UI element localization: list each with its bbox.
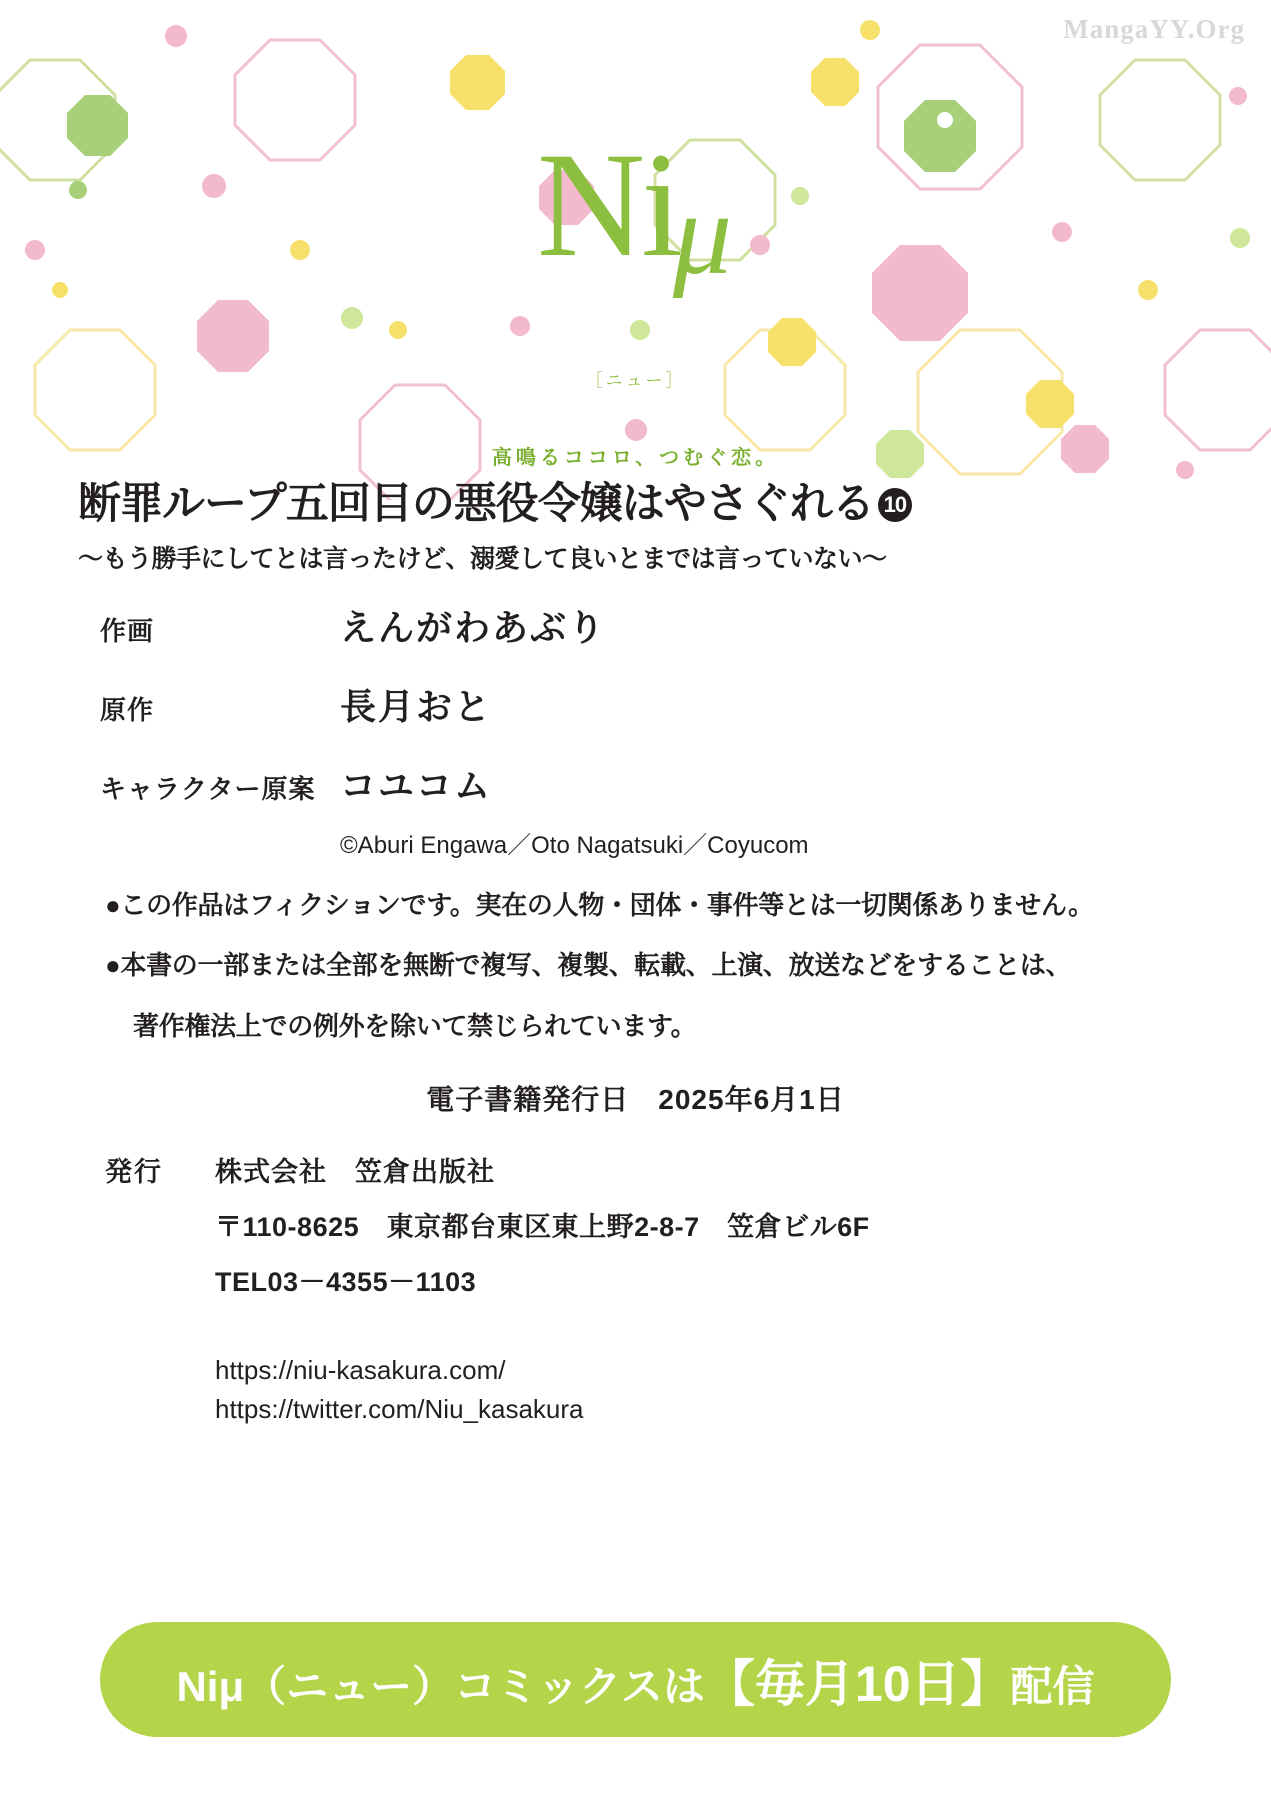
- credit-role: 原作: [100, 695, 155, 725]
- credit-name: えんがわあぶり: [340, 607, 607, 648]
- logo-tagline: 高鳴るココロ、つむぐ恋。: [491, 447, 780, 469]
- publisher-twitter-url[interactable]: https://twitter.com/Niu_kasakura: [215, 1394, 584, 1424]
- credits-list: [100, 600, 1180, 860]
- site-watermark: MangaYY.Org: [1063, 14, 1245, 44]
- publisher-label: 発行: [105, 1157, 163, 1187]
- volume-badge: 10: [878, 488, 912, 522]
- release-schedule-banner: [100, 1622, 1171, 1737]
- publisher-info: [105, 1150, 1185, 1425]
- publisher-website-url[interactable]: https://niu-kasakura.com/: [215, 1355, 506, 1385]
- banner-highlight: 【毎月10日】: [704, 1655, 1011, 1712]
- logo-wordmark: [491, 122, 780, 469]
- banner-prefix: Niμ（ニュー）コミックスは: [176, 1662, 705, 1710]
- logo-text-ni: Ni: [536, 122, 679, 288]
- publisher-name: 株式会社 笠倉出版社: [215, 1157, 495, 1187]
- credit-role: 作画: [100, 616, 155, 646]
- logo-ruby: ［ニュー］: [585, 371, 686, 390]
- publisher-address: 〒110-8625 東京都台東区東上野2-8-7 笠倉ビル6F: [215, 1212, 870, 1242]
- copyright-notice: ©Aburi Engawa／Oto Nagatsuki／Coyucom: [340, 832, 809, 859]
- page-subtitle: 〜もう勝手にしてとは言ったけど、溺愛して良いとまでは言っていない〜: [78, 545, 887, 574]
- credit-row: [100, 600, 1180, 651]
- credit-row: [100, 679, 1180, 730]
- legal-notices: [105, 885, 1185, 1066]
- notice-reproduction: ●本書の一部または全部を無断で複写、複製、転載、上演、放送などをすることは、: [105, 950, 1072, 981]
- niu-logo: [0, 122, 1271, 469]
- banner-suffix: 配信: [1010, 1662, 1095, 1710]
- publication-date: 電子書籍発行日 2025年6月1日: [426, 1084, 845, 1115]
- credit-name: コユコム: [340, 765, 493, 806]
- publisher-tel: TEL03－4355－1103: [215, 1267, 477, 1297]
- credit-row: [100, 758, 1180, 809]
- publisher-head: [105, 1150, 1185, 1189]
- notice-fiction: ●この作品はフィクションです。実在の人物・団体・事件等とは一切関係ありません。: [105, 890, 1094, 920]
- banner-text: [176, 1644, 1094, 1716]
- logo-text-mu: μ: [672, 168, 729, 299]
- title-main-text: 断罪ループ五回目の悪役令嬢はやさぐれる: [78, 480, 874, 528]
- title-block: [78, 480, 1193, 575]
- notice-reproduction-cont: 著作権法上での例外を除いて禁じられています。: [133, 1010, 697, 1041]
- credit-role: キャラクター原案: [100, 774, 316, 804]
- credit-name: 長月おと: [340, 686, 493, 727]
- page-title: [78, 480, 1193, 529]
